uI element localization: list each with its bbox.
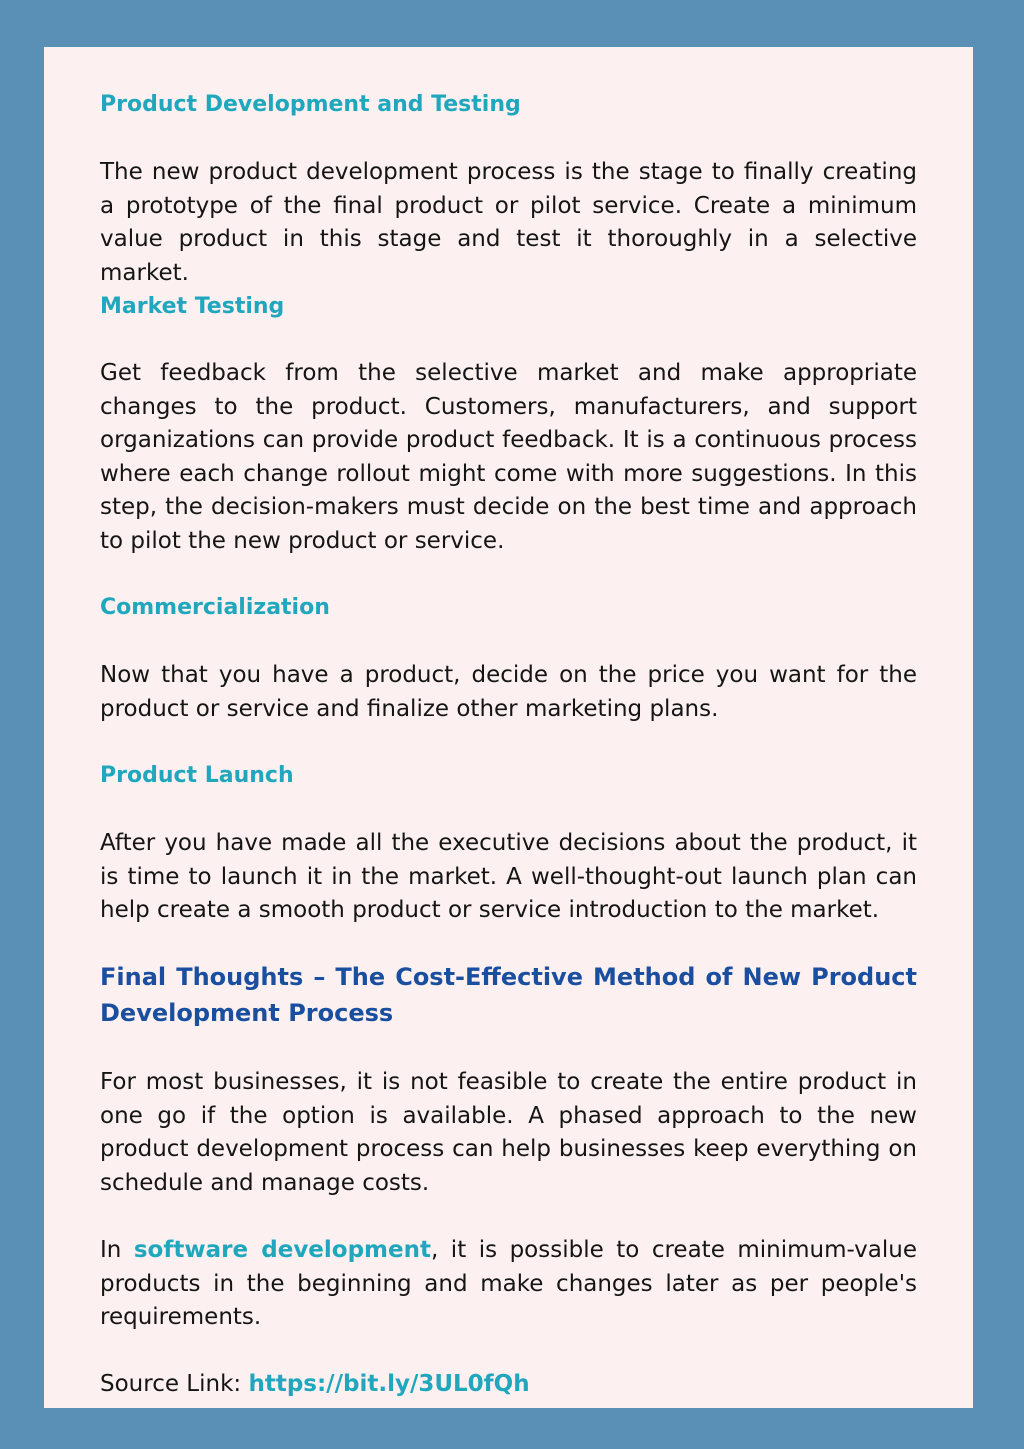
- section-product-development: [100, 91, 917, 119]
- final-thoughts-para1: [100, 1066, 917, 1200]
- final-thoughts-para2: [100, 1234, 917, 1335]
- final-paragraph-2: [100, 1234, 917, 1335]
- section-commercialization: [100, 594, 917, 622]
- section-body: Now that you have a product, decide on the price you want for the product or service and finalize other marketing plans.: [100, 662, 917, 722]
- section-body: After you have made all the executive decisions about the product, it is time to launch it in the market. A well-thought-out launch plan can help create a smooth product or service introduction to the market.: [100, 830, 917, 923]
- final-thoughts-heading: Final Thoughts – The Cost-Effective Method of New Product Development Process: [100, 963, 917, 1027]
- section-body: Get feedback from the selective market and make appropriate changes to the product. Customers, manufacturers, and support organizations can provide product feedback. It is a continuous process where each change rollout might come with more suggestions. In this step, the decision-makers must decide on the best time and approach to pilot the new product or service.: [100, 360, 917, 554]
- source-link[interactable]: https://bit.ly/3UL0fQh: [248, 1371, 530, 1397]
- final-paragraph: For most businesses, it is not feasible to create the entire product in one go if the option is available. A phased approach to the new product development process can help businesses keep everything on schedule and manage costs.: [100, 1069, 917, 1196]
- section-market-testing-body: [100, 357, 917, 558]
- software-development-link[interactable]: software development: [133, 1237, 431, 1263]
- section-heading: Market Testing: [100, 294, 285, 319]
- section-heading: Product Development and Testing: [100, 92, 521, 117]
- source-text: [100, 1368, 917, 1402]
- section-product-development-body: [100, 156, 917, 290]
- section-heading: Commercialization: [100, 595, 330, 620]
- final-thoughts-heading-block: [100, 959, 917, 1031]
- para2-prefix: In: [100, 1237, 134, 1263]
- section-product-launch-body: [100, 827, 917, 928]
- section-market-testing: [100, 293, 917, 321]
- document-page: [44, 47, 973, 1408]
- section-body: The new product development process is the stage to finally creating a prototype of the final product or pilot service. Create a minimum value product in this stage and test it thoroughly in a selective market.: [100, 159, 917, 286]
- source-line: [100, 1368, 917, 1402]
- section-heading: Product Launch: [100, 763, 294, 788]
- source-label: Source Link:: [100, 1371, 249, 1397]
- para2-suffix: , it is possible to create minimum-value products in the beginning and make changes later as per people's requirements.: [100, 1237, 917, 1330]
- section-commercialization-body: [100, 659, 917, 726]
- section-product-launch: [100, 762, 917, 790]
